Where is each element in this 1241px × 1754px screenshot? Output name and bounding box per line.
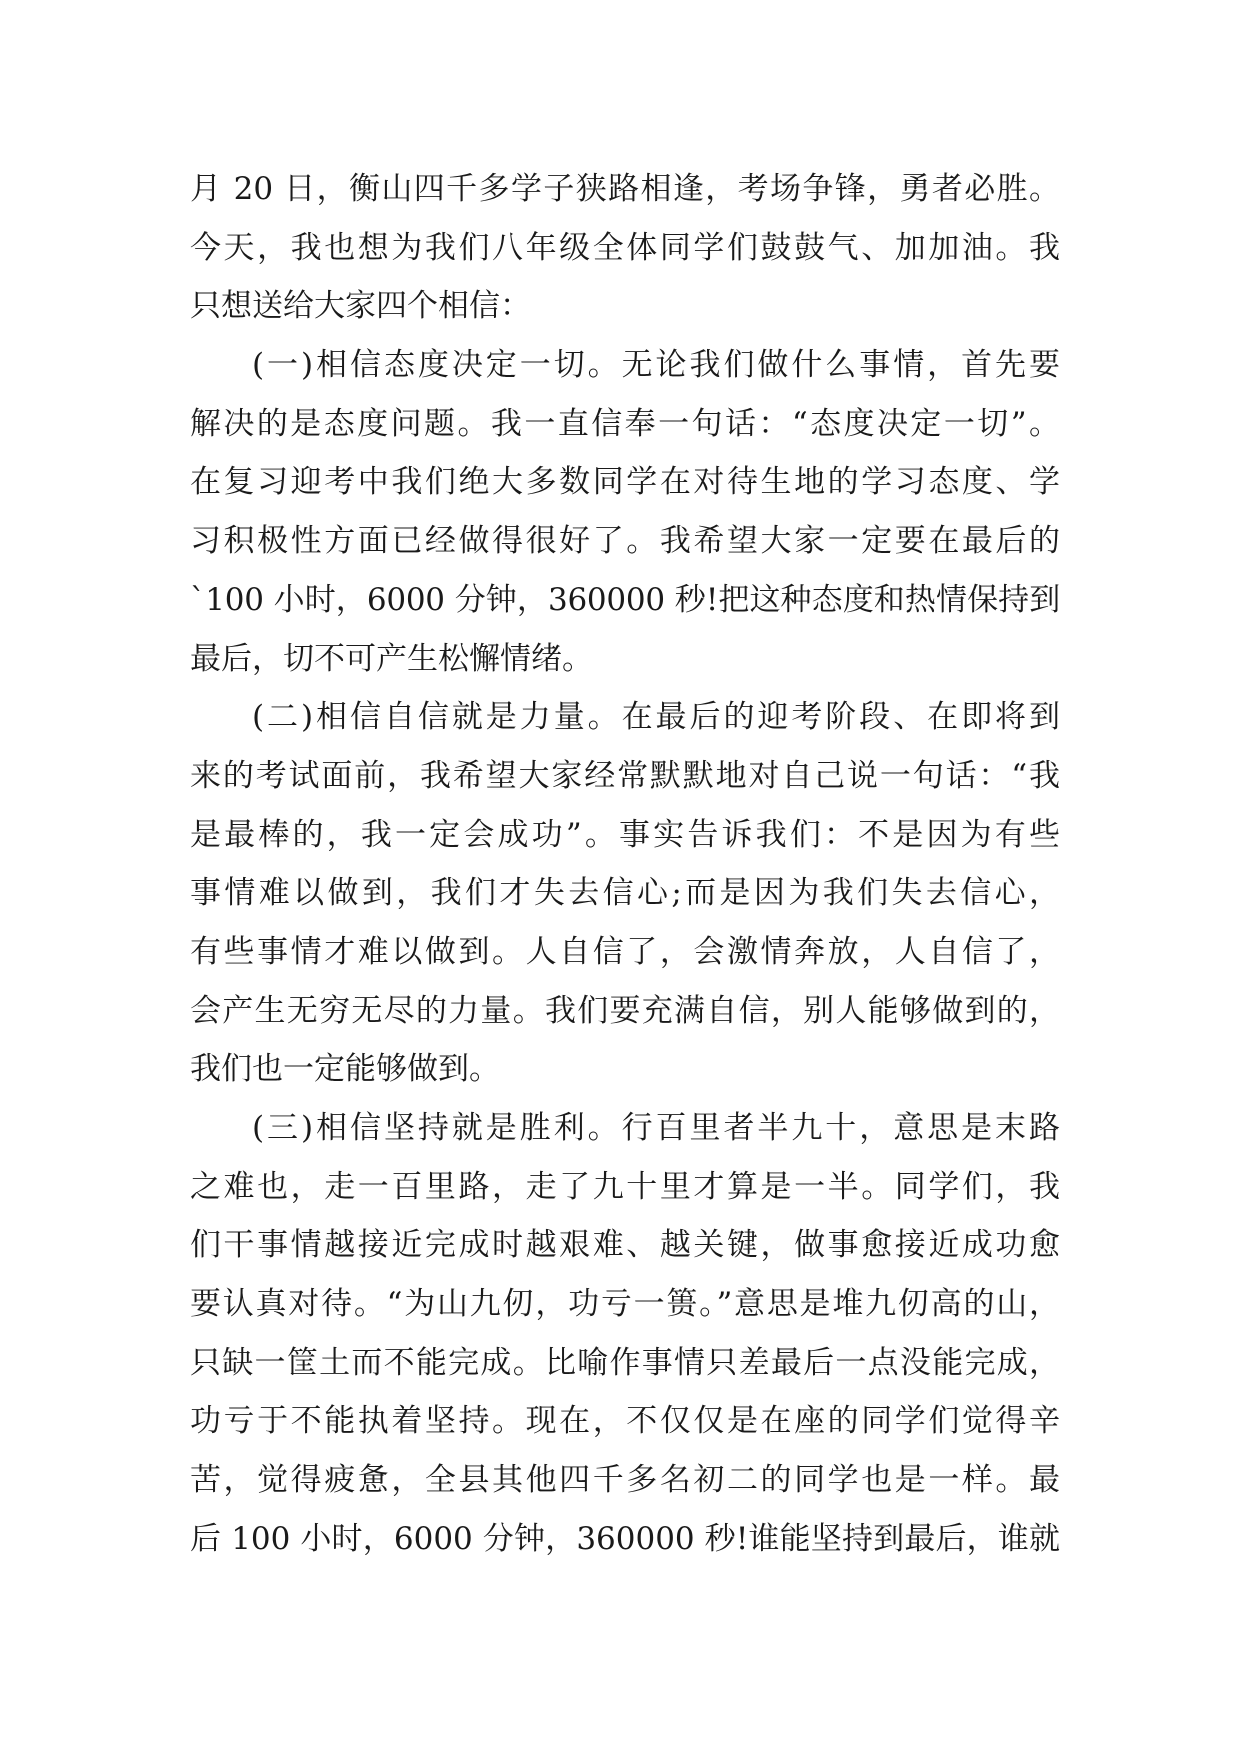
text-line: 来的考试面前，我希望大家经常默默地对自己说一句话：“我	[190, 757, 1060, 794]
text-line: 只缺一筐土而不能完成。比喻作事情只差最后一点没能完成，	[190, 1344, 1060, 1381]
text-line: 只想送给大家四个相信：	[190, 288, 531, 325]
paragraph-start-line: (一)相信态度决定一切。无论我们做什么事情，首先要	[252, 347, 1060, 384]
text-line: 解决的是态度问题。我一直信奉一句话：“态度决定一切”。	[190, 405, 1060, 442]
text-line: 在复习迎考中我们绝大多数同学在对待生地的学习态度、学	[190, 464, 1060, 501]
text-line: 有些事情才难以做到。人自信了，会激情奔放，人自信了，	[190, 933, 1060, 970]
text-line: 习积极性方面已经做得很好了。我希望大家一定要在最后的	[190, 523, 1060, 560]
text-line: 今天，我也想为我们八年级全体同学们鼓鼓气、加加油。我	[190, 229, 1060, 266]
text-line: 要认真对待。“为山九仞，功亏一篑。”意思是堆九仞高的山，	[190, 1286, 1060, 1323]
text-line: 我们也一定能够做到。	[190, 1051, 500, 1088]
text-line: 月 20 日，衡山四千多学子狭路相逢，考场争锋，勇者必胜。	[190, 171, 1060, 207]
text-line: 是最棒的，我一定会成功”。事实告诉我们：不是因为有些	[190, 816, 1060, 853]
text-line: 最后，切不可产生松懈情绪。	[190, 640, 593, 677]
text-line: 会产生无穷无尽的力量。我们要充满自信，别人能够做到的，	[190, 992, 1060, 1029]
body-text	[190, 160, 1060, 1569]
text-line: `100 小时，6000 分钟，360000 秒!把这种态度和热情保持到	[190, 581, 1060, 618]
text-line: 后 100 小时，6000 分钟，360000 秒!谁能坚持到最后，谁就	[190, 1520, 1060, 1557]
paragraph-start-line: (二)相信自信就是力量。在最后的迎考阶段、在即将到	[252, 699, 1060, 736]
text-line: 事情难以做到，我们才失去信心;而是因为我们失去信心，	[190, 875, 1060, 912]
text-line: 们干事情越接近完成时越艰难、越关键，做事愈接近成功愈	[190, 1227, 1060, 1264]
text-line: 之难也，走一百里路，走了九十里才算是一半。同学们，我	[190, 1168, 1060, 1205]
paragraph-start-line: (三)相信坚持就是胜利。行百里者半九十，意思是末路	[252, 1110, 1060, 1146]
text-line: 苦，觉得疲惫，全县其他四千多名初二的同学也是一样。最	[190, 1462, 1060, 1499]
text-line: 功亏于不能执着坚持。现在，不仅仅是在座的同学们觉得辛	[190, 1403, 1060, 1440]
